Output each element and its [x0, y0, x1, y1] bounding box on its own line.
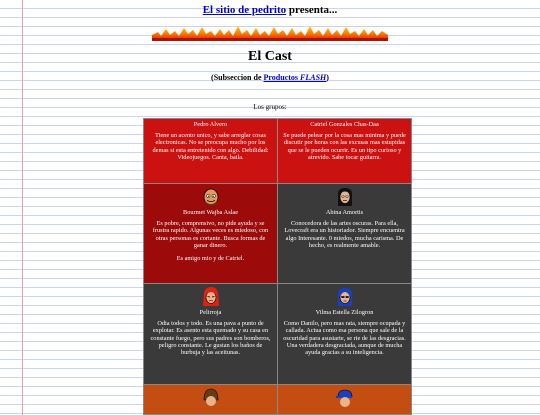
cast-description: Es pobre, comprensivo, no pide ayuda y se frustra rapido. Algunas veces es miedoso, con otras personas es cortante. Busca formas de ganar dinero. [152, 220, 269, 249]
flash-link-text: FLASH [300, 73, 327, 82]
cast-name: Catriel Gonzales Chas-Daa [310, 121, 379, 128]
cast-card-partial-left [144, 385, 278, 415]
cast-name: Bourmet Wajba Aslae [183, 209, 238, 216]
cast-description-extra: Es amigo mio y de Catriel. [176, 255, 245, 263]
cast-name: Vilma Estella Zilogron [315, 309, 374, 316]
cast-name: Pedro Alvero [193, 121, 228, 128]
cast-card-vilma [278, 284, 412, 385]
productos-flash-link[interactable] [264, 73, 327, 82]
cast-card-bourmet [144, 184, 278, 284]
cast-description: Como Danilo, pero mas rata, siempre ocupada y callada. Actua como esa persona que sale de la oscuridad para asustarte, se rie de las desgracias. Una verdadera desgraciada, aunque de mucha ayuda gracias a su inteligencia. [283, 320, 406, 357]
site-header [0, 4, 540, 16]
groups-label: Los grupos: [253, 103, 287, 111]
cast-name: Abina Amortis [325, 209, 364, 216]
cast-description: Tiene un acento unico, y sabe arreglar cosas electronicas. No se preocupa mucho por los demas si esta entretenido con algo. Debilidad: Videojuegos. Canta, baila. [152, 132, 269, 161]
flames-divider-image [152, 24, 388, 41]
red-hair-face-icon [201, 287, 221, 307]
site-home-link[interactable]: El sitio de pedrito [202, 4, 287, 16]
cast-description: Odia todos y todo. Es una pava a punto de explotar. Es asento esta quemado y su casa en constante fuego, pero sus padres son bomberos, peligro constante. Le gustan los baños de burbuja y las aceitunas. [150, 320, 271, 357]
cast-card-pedro [144, 119, 278, 184]
page-title: El Cast [248, 49, 292, 64]
subsection-open-text: (Subseccion de [211, 73, 264, 82]
cast-description: Se puede pelear por la cosa mas minima y puede discutir por horas con las excusas mas estupidas que se le pueden ocurrir. Es un tipo curioso y atrevido. Sabe tocar guitarra. [283, 132, 406, 161]
subsection-note [0, 73, 540, 82]
blue-hair-face-icon [335, 287, 355, 307]
cast-card-partial-right [278, 385, 412, 415]
cast-card-abina [278, 184, 412, 284]
cast-card-catriel [278, 119, 412, 184]
cast-description: Conocedora de las artes oscuras. Para ella, Lovecraft era un historiador. Siempre encuentra algo Interesante. 0 miedos, mucha carisma. De hecho, es realmente amable. [284, 220, 405, 249]
cast-name: Pelirroja [199, 309, 222, 316]
cast-table [143, 118, 412, 415]
productos-link-text: Productos [263, 73, 299, 82]
bald-face-icon [201, 187, 221, 207]
subsection-close-text: ) [326, 73, 329, 82]
cap-face-icon [335, 388, 355, 408]
brown-hair-face-icon [201, 388, 221, 408]
dark-hair-face-icon [335, 187, 355, 207]
cast-card-pelirroja [144, 284, 278, 385]
presenta-text: presenta... [286, 4, 338, 16]
